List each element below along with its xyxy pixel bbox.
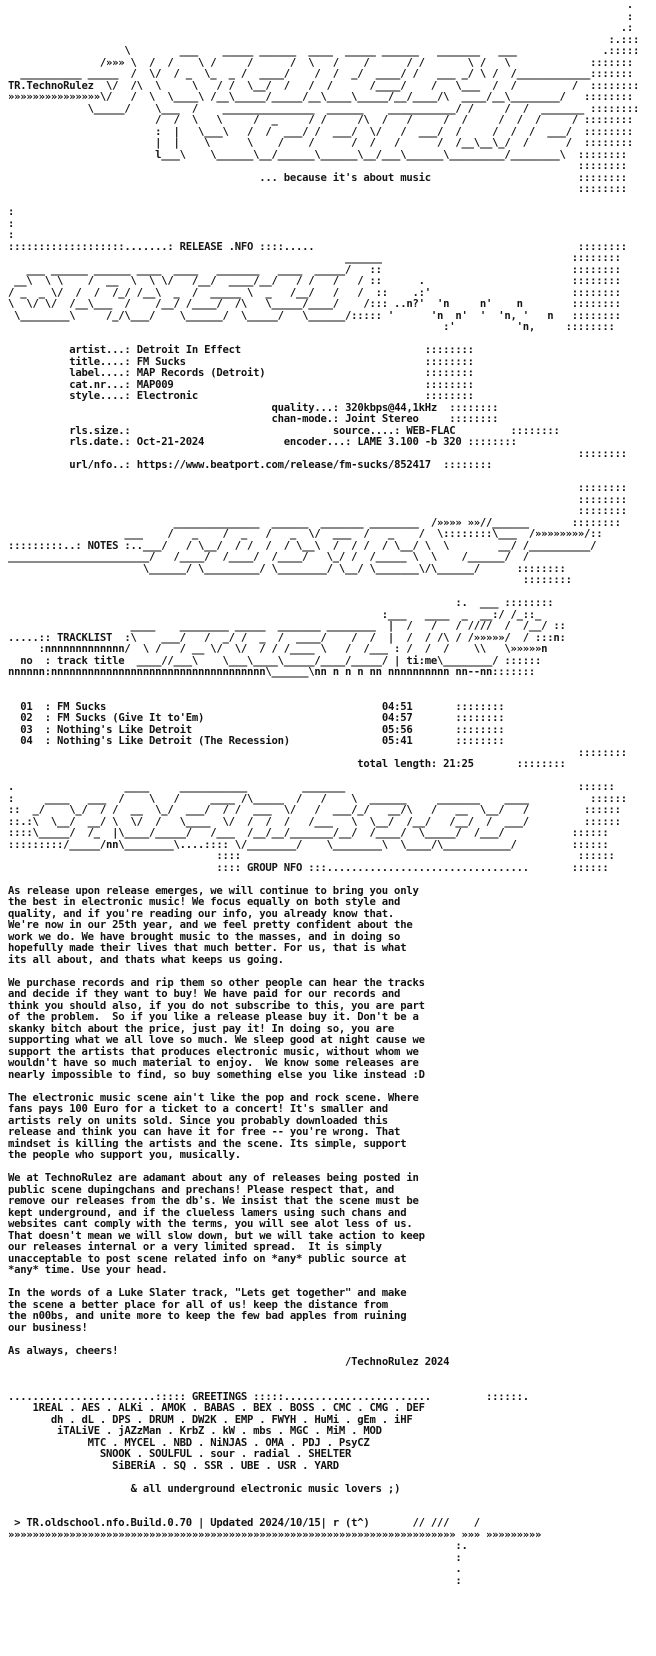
track-number: 03 <box>20 723 33 736</box>
signature-text: /TechnoRulez 2024 <box>345 1356 450 1368</box>
release-nfo-section-art: : : : :::::::::::::::::::.......: RELEASE .NFO ::::..... :::::::: ______ :::::::: ___ ______ ______ ____ ____ _______ ____ _____/ :: :::::::: __\ \ \ / __ \ \ \/ /__/ ____/__/ / / / / :: . :::::::: / _ _ \/ / / /_/ /__\ _ / _____ \ _ /__/ / / :: .:' :::::::: \ \/ \/ /__\___ / /__/ /____/ /\ \_____/____/ /::: ..n?' 'n n' n :::::::: \________\ /_/\___/ \______/ \_____/ \______/::::: ' 'n n' ' 'n, ' n :::::::: :' 'n, :::::::: <box>8 206 627 333</box>
chan-value: Joint Stereo <box>345 413 419 425</box>
release-url-link[interactable]: https://www.beatport.com/release/fm-sucks/852417 <box>136 459 431 471</box>
track-time: 04:57 <box>381 712 413 724</box>
header-logo-art: . : .: :.::: \ ___ _____ ______ ____ _____ ______ _______ ___ .::::: /»»» \ / / \ / / / \ / / / / \ / \ ::::::: __________ _____ / \/ / _ \_ _ / ____/ / / _/ ____/ / ___ _/ \ / /____________::::::: TR.TechnoRulez \/ /\ \ \ / / \__/ / / / /____/ / \___ / / / :::::::: »»»»»»»»»»»»»»»\/ / \ \____\ /__\_____/_____/__\____\_____/__/____/\ ____/__\________/ :::::::: \_____/ \___ / _______________ ______ ___________/ / / / _______ :::::::: / / \ \ / _ / / /\ / / / / / / / / :::::::: : | \___\ / / ___/ / ___/ \/ / ___/ / / / / ___/ :::::::: | | \ \ / / / / / / /__\__\_/ / / :::::::: l___\ \______\__/______\______\__/___\______\_________/________\ :::::::: :::::::: ... because it's about music :::::::: :::::::: <box>8 0 640 195</box>
nfo-page <box>8 0 648 1656</box>
group-paragraph: In the words of a Luke Slater track, "Lets get together" and make the scene a better place for all of us! keep the distance from the n00bs, and unite more to keep the few bad apples from ruining our business! <box>8 1287 407 1334</box>
greetings-closing-text: & all underground electronic music lovers ;) <box>130 1482 401 1495</box>
source-value: WEB-FLAC <box>406 424 456 437</box>
label-label: label....: <box>69 367 131 379</box>
catnr-label: cat.nr...: <box>69 378 131 391</box>
track-time: 05:41 <box>381 735 413 747</box>
release-info-block: artist...: Detroit In Effect :::::::: title....: FM Sucks :::::::: label....: MAP Records (Detroit) :::::::: cat.nr...: MAP009 :::::::: style....: Electronic :::::::: quality...: 320kbps@44,1kHz :::::::: chan-mode.: Joint Stereo :::::::: rls.size.: source....: WEB-FLAC :::::::: rls.date.: Oct-21-2024 encoder...: LAME 3.100 -b 320 :::::::: :::::::: url/nfo..: https://www.beatport.com/release/fm-sucks/852417 :::::::: <box>69 344 627 471</box>
group-paragraph: As release upon release emerges, we will continue to bring you only the best in electronic music! We focus equally on both style and quality, and if you're reading our info, you already know that. We're now in our 25th year, and we feel pretty confident about the work we do. We have brought music to the masses, and in doing so hopefully made their lives that much better. For us, that is what its all about, and thats what keeps us going. <box>8 884 419 966</box>
greetings-line: dh . dL . DPS . DRUM . DW2K . EMP . FWYH . HuMi . gEm . iHF <box>8 1413 413 1426</box>
style-value: Electronic <box>136 390 198 402</box>
size-label: rls.size.: <box>69 424 131 437</box>
track-title: Nothing's Like Detroit <box>57 723 192 736</box>
chan-label: chan-mode.: <box>271 413 339 425</box>
track-number: 02 <box>20 712 33 724</box>
total-length-value: 21:25 <box>443 758 474 770</box>
artist-value: Detroit In Effect <box>136 344 241 356</box>
title-label: title....: <box>69 355 131 368</box>
total-length-label: total length: <box>357 758 437 770</box>
group-signature <box>8 1357 648 1369</box>
label-value: MAP Records (Detroit) <box>136 367 266 379</box>
footer-build-line: > TR.oldschool.nfo.Build.0.70 | Updated 2024/10/15| r (t^) // /// / <box>8 1517 480 1529</box>
track-title: Nothing's Like Detroit (The Recession) <box>57 735 290 747</box>
group-paragraph: As always, cheers! <box>8 1344 119 1357</box>
greetings-closing <box>8 1484 648 1496</box>
encoder-value: LAME 3.100 -b 320 <box>357 436 462 448</box>
tracklist-section-art: :. ___ :::::::: :___ ____ _ __:/ /_::_ ____ ________ _____ _______ ________ | / / / //// / /__/ :: .....:: TRACKLIST :\ ___/ / _/ / _ / ____/ / / | / / /\ / /»»»»»/ / :::n: :nnnnnnnnnnnnn/ \ / / __ \/ \/ / / /____ \ / /___ : / / / \\ \»»»»»n no : track title ____//___\ \___\____\_____/____/_____/ | ti:me\________/ :::::: nnnnnn:nnnnnnnnnnnnnnnnnnnnnnnnnnnnnnnnnnn\______\nn n n n nn nnnnnnnnnn nn--nn::::::: <box>8 597 566 678</box>
track-time: 05:56 <box>381 723 413 736</box>
nfo-document <box>8 0 648 1587</box>
url-label: url/nfo..: <box>69 459 131 471</box>
artist-label: artist...: <box>69 344 131 356</box>
group-paragraph: We purchase records and rip them so other people can hear the tracks and decide if they want to buy! We have paid for our records and think you should also, if you do not subscribe to this, you are part of the problem. So if you like a release please buy it. Don't be a skanky bitch about the price, just pay it! In doing so, you are supporting what we all love so much. We sleep good at night cause we support the artists that produces electronic music, without whom we wouldn't have so much material to enjoy. We know some releases are nearly impossible to find, so buy something else you like instead :D <box>8 976 425 1081</box>
greetings-line: MTC . MYCEL . NBD . NiNJAS . OMA . PDJ . PsyCZ <box>8 1436 370 1449</box>
greetings-line: SNOOK . SOULFUL . sour . radial . SHELTER <box>8 1448 352 1460</box>
track-time: 04:51 <box>381 700 413 713</box>
track-title: FM Sucks <box>57 700 107 713</box>
notes-section-art: :::::::: :::::::: :::::::: ______________ ______ _______ ________ /»»»» »»//______ :::::::: ___ / _ / _ / _ \/ ___ / _ / \::::::::\___ /»»»»»»»»/:: :::::::::..: NOTES :..___/ / \__/ / / / / \__\ / / / / \__/ \ \ __/ /__________/ _______________________/ /____/ /____/ /____/ \_/ / /_____ \ \ /______/ / \______/ \_________/ \________/ \__/ \_______\/\______/ :::::::: :::::::: <box>8 482 627 586</box>
date-value: Oct-21-2024 <box>136 436 205 448</box>
catnr-value: MAP009 <box>136 378 174 391</box>
greetings-line: SiBERiA . SQ . SSR . UBE . USR . YARD <box>8 1459 339 1472</box>
quality-value: 320kbps@44,1kHz <box>345 401 437 414</box>
style-label: style....: <box>69 390 131 402</box>
greetings-header: ........................::::: GREETINGS :::::........................ ::::::. <box>8 1390 529 1403</box>
greetings-line: iTALiVE . jAZzMan . KrbZ . kW . mbs . MGC . MiM . MOD <box>8 1425 382 1437</box>
quality-label: quality...: <box>271 401 339 414</box>
group-paragraph: The electronic music scene ain't like the pop and rock scene. Where fans pays 100 Euro for a ticket to a concert! It's smaller and artists rely on units sold. Since you probably downloaded this release and think you can have it for free -- you're wrong. That mindset is killing the artists and the scene. Its simple, support the people who support you, musically. <box>8 1091 419 1161</box>
footer-tail-art: :. : . : <box>455 1540 468 1587</box>
encoder-label: encoder...: <box>283 436 352 448</box>
greetings-line: 1REAL . AES . ALKi . AMOK . BABAS . BEX . BOSS . CMC . CMG . DEF <box>8 1402 425 1414</box>
track-number: 04 <box>20 735 33 747</box>
group-paragraph: We at TechnoRulez are adamant about any of releases being posted in public scene dupingchans and prechans! Please respect that, and remove our releases from the db's. We insist that the scene must be kept underground, and if the clueless lamers using such chans and websites cant comply with the terms, you will see alot less of us. That doesn't mean we will slow down, but we will take action to keep our releases internal or a very limited spread. It is simply unacceptable to post scene related info on *any* public source at *any* time. Use your head. <box>8 1172 425 1276</box>
source-label: source....: <box>332 424 401 437</box>
track-number: 01 <box>20 700 33 713</box>
track-title: FM Sucks (Give It to'Em) <box>57 712 205 724</box>
title-value: FM Sucks <box>136 355 186 368</box>
date-label: rls.date.: <box>69 436 131 448</box>
group-nfo-section-art: . ____ ___________ _______ :::::: : ____ ___ / \ / ____ /\_____ / / \ ______ _______ ____ :::::: :: _/ \_/ / / __ \_/ ___/ / / ___ \/ / ___/_/ __/\ / __ \__/ / :::::: ::.:\ \__/ __/ \ \/ / \____ \/ / / / /___ \ \__/ /__/ /__/ / ___/ :::::: ::::\_____/ /_ |\____/_____/ /___ /__/__/_______/__/ /____/ \_____/ /___/ :::::: :::::::::/_____/nn\________\....:::: \/________/ \________\ \____/\___________/ :::::: :::: :::::: :::: GROUP NFO :::................................. :::::: <box>8 781 627 874</box>
track-list: 01 : FM Sucks 04:51 :::::::: 02 : FM Sucks (Give It to'Em) 04:57 :::::::: 03 : Nothing's Like Detroit 05:56 :::::::: 04 : Nothing's Like Detroit (The Recession) 05:41 :::::::: :::::::: total length: 21:25 :::::::: <box>20 700 627 770</box>
footer-base-line: »»»»»»»»»»»»»»»»»»»»»»»»»»»»»»»»»»»»»»»»»»»»»»»»»»»»»»»»»»»»»»»»»»»»»»»»» »»» »»»»»»»»» <box>8 1528 542 1541</box>
